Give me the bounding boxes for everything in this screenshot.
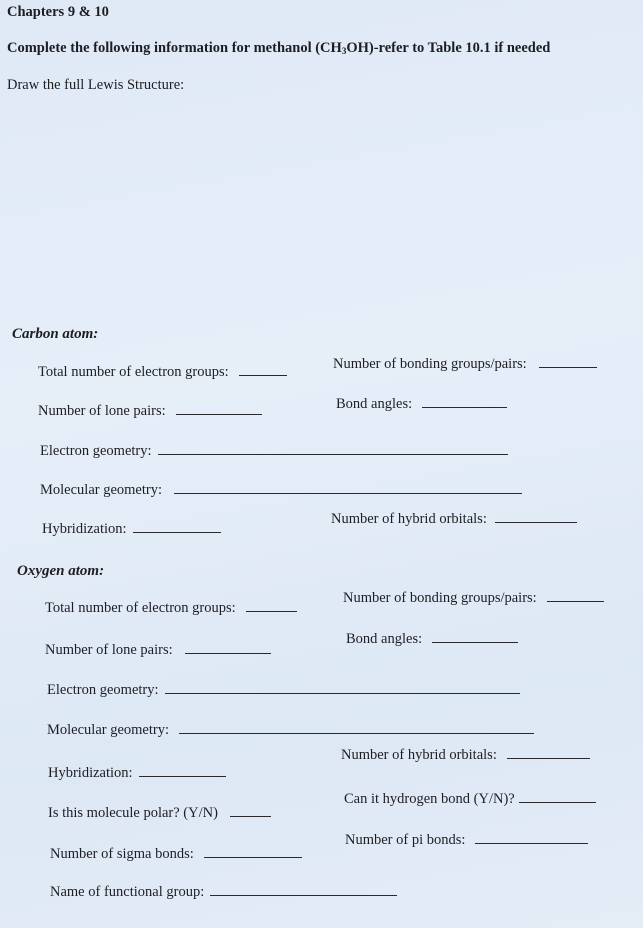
oxygen-molecular-geometry-field bbox=[47, 722, 534, 739]
field-label: Number of hybrid orbitals: bbox=[341, 747, 497, 763]
answer-blank[interactable] bbox=[204, 856, 302, 858]
field-label: Total number of electron groups: bbox=[38, 364, 229, 380]
field-label: Total number of electron groups: bbox=[45, 600, 236, 616]
carbon-molecular-geometry-field bbox=[40, 482, 522, 499]
answer-blank[interactable] bbox=[139, 775, 226, 777]
field-label: Hybridization: bbox=[42, 521, 127, 537]
field-label: Number of bonding groups/pairs: bbox=[333, 356, 527, 372]
answer-blank[interactable] bbox=[539, 366, 597, 368]
functional-group-field bbox=[50, 884, 397, 901]
field-label: Electron geometry: bbox=[40, 443, 152, 459]
field-label: Number of hybrid orbitals: bbox=[331, 511, 487, 527]
answer-blank[interactable] bbox=[495, 521, 577, 523]
answer-blank[interactable] bbox=[174, 492, 522, 494]
field-label: Molecular geometry: bbox=[40, 482, 162, 498]
answer-blank[interactable] bbox=[176, 413, 262, 415]
sigma-bonds-field bbox=[50, 846, 302, 863]
answer-blank[interactable] bbox=[210, 894, 397, 896]
oxygen-bond-angles-field bbox=[346, 631, 518, 648]
answer-blank[interactable] bbox=[519, 801, 596, 803]
carbon-lone-pairs-field bbox=[38, 403, 262, 420]
field-label: Number of bonding groups/pairs: bbox=[343, 590, 537, 606]
oxygen-hybridization-field bbox=[48, 765, 226, 782]
carbon-electron-geometry-field bbox=[40, 443, 508, 460]
instruction-heading bbox=[7, 40, 550, 57]
field-label: Molecular geometry: bbox=[47, 722, 169, 738]
chapters-heading: Chapters 9 & 10 bbox=[7, 4, 109, 20]
answer-blank[interactable] bbox=[547, 600, 604, 602]
polar-field bbox=[48, 805, 271, 822]
field-label: Number of pi bonds: bbox=[345, 832, 466, 848]
oxygen-total-groups-field bbox=[45, 600, 297, 617]
answer-blank[interactable] bbox=[507, 757, 590, 759]
answer-blank[interactable] bbox=[158, 453, 508, 455]
oxygen-lone-pairs-field bbox=[45, 642, 271, 659]
answer-blank[interactable] bbox=[239, 374, 287, 376]
field-label: Electron geometry: bbox=[47, 682, 159, 698]
answer-blank[interactable] bbox=[422, 406, 507, 408]
oxygen-bonding-groups-field bbox=[343, 590, 604, 607]
field-label: Bond angles: bbox=[336, 396, 413, 412]
carbon-hybridization-field bbox=[42, 521, 221, 538]
instruction-text: Complete the following information for methanol (CH bbox=[7, 40, 342, 56]
carbon-section-title: Carbon atom: bbox=[12, 326, 99, 342]
answer-blank[interactable] bbox=[133, 531, 221, 533]
answer-blank[interactable] bbox=[185, 652, 271, 654]
field-label: Hybridization: bbox=[48, 765, 133, 781]
carbon-bonding-groups-field bbox=[333, 356, 597, 373]
field-label: Number of lone pairs: bbox=[38, 403, 166, 419]
field-label: Is this molecule polar? (Y/N) bbox=[48, 805, 218, 821]
answer-blank[interactable] bbox=[165, 692, 520, 694]
carbon-total-groups-field bbox=[38, 364, 287, 381]
answer-blank[interactable] bbox=[179, 732, 534, 734]
answer-blank[interactable] bbox=[230, 815, 271, 817]
hydrogen-bond-field bbox=[344, 791, 596, 808]
carbon-bond-angles-field bbox=[336, 396, 507, 413]
field-label: Number of lone pairs: bbox=[45, 642, 173, 658]
instruction-text-end: OH)-refer to Table 10.1 if needed bbox=[346, 40, 551, 56]
answer-blank[interactable] bbox=[432, 641, 518, 643]
oxygen-section-title: Oxygen atom: bbox=[17, 563, 105, 579]
field-label: Bond angles: bbox=[346, 631, 423, 647]
pi-bonds-field bbox=[345, 832, 588, 849]
answer-blank[interactable] bbox=[246, 610, 297, 612]
lewis-prompt: Draw the full Lewis Structure: bbox=[7, 77, 185, 93]
field-label: Can it hydrogen bond (Y/N)? bbox=[344, 791, 515, 807]
field-label: Name of functional group: bbox=[50, 884, 205, 900]
answer-blank[interactable] bbox=[475, 842, 588, 844]
field-label: Number of sigma bonds: bbox=[50, 846, 194, 862]
oxygen-hybrid-orbitals-field bbox=[341, 747, 590, 764]
carbon-hybrid-orbitals-field bbox=[331, 511, 577, 528]
subscript: 3 bbox=[341, 46, 347, 56]
oxygen-electron-geometry-field bbox=[47, 682, 520, 699]
